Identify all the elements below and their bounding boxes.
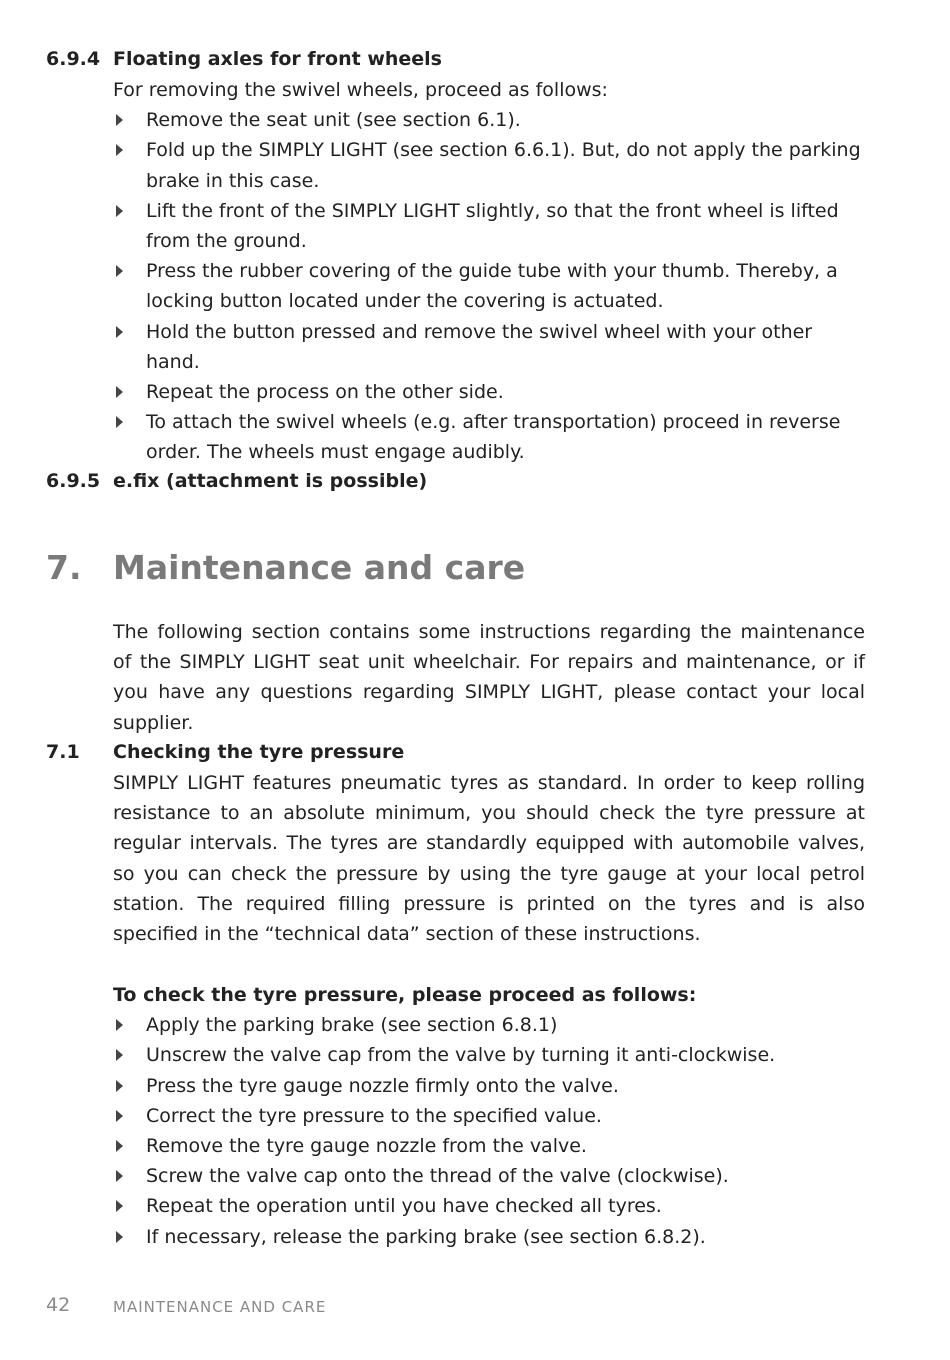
step-text: To attach the swivel wheels (e.g. after transportation) proceed in reverse order. The wheels must engage audibly. — [146, 411, 841, 464]
triangle-bullet-icon — [116, 1170, 123, 1182]
section-6-9-4-body — [113, 75, 865, 468]
section-number: 7.1 — [46, 741, 80, 763]
triangle-bullet-icon — [116, 144, 123, 156]
step-text: Repeat the process on the other side. — [146, 381, 504, 404]
triangle-bullet-icon — [116, 265, 123, 277]
step-text: If necessary, release the parking brake (see section 6.8.2). — [146, 1225, 706, 1248]
triangle-bullet-icon — [116, 114, 123, 126]
list-item — [113, 1040, 865, 1070]
step-list — [113, 105, 865, 467]
list-item — [113, 407, 865, 467]
section-7-1-paragraph: SIMPLY LIGHT features pneumatic tyres as standard. In order to keep rolling resistance to an absolute minimum, you should check the tyre pressure at regular intervals. The tyres are standardly equipped with automobile valves, so you can check the pressure by using the tyre gauge at your local petrol station. The required filling pressure is printed on the tyres and is also specified in the “technical data” section of these instructions. — [113, 772, 865, 946]
triangle-bullet-icon — [116, 205, 123, 217]
step-text: Unscrew the valve cap from the valve by turning it anti-clockwise. — [146, 1044, 776, 1067]
triangle-bullet-icon — [116, 416, 123, 428]
section-number: 6.9.4 — [46, 48, 101, 70]
step-text: Hold the button pressed and remove the swivel wheel with your other hand. — [146, 320, 813, 373]
list-item — [113, 256, 865, 316]
step-text: Press the rubber covering of the guide tube with your thumb. Thereby, a locking button located under the covering is actuated. — [146, 260, 838, 313]
list-item — [113, 1131, 865, 1161]
running-footer: MAINTENANCE AND CARE — [113, 1298, 327, 1316]
triangle-bullet-icon — [116, 1019, 123, 1031]
chapter-number: 7. — [46, 548, 82, 587]
list-item — [113, 1071, 865, 1101]
list-item — [113, 135, 865, 195]
list-item — [113, 377, 865, 407]
step-text: Remove the seat unit (see section 6.1). — [146, 109, 521, 132]
step-text: Repeat the operation until you have checked all tyres. — [146, 1195, 662, 1218]
section-heading: Checking the tyre pressure — [113, 741, 405, 763]
triangle-bullet-icon — [116, 1080, 123, 1092]
step-text: Screw the valve cap onto the thread of the valve (clockwise). — [146, 1165, 729, 1188]
step-text: Apply the parking brake (see section 6.8.1) — [146, 1014, 558, 1037]
step-text: Correct the tyre pressure to the specified value. — [146, 1104, 602, 1127]
triangle-bullet-icon — [116, 1200, 123, 1212]
section-number: 6.9.5 — [46, 470, 101, 492]
triangle-bullet-icon — [116, 326, 123, 338]
section-intro: For removing the swivel wheels, proceed as follows: — [113, 79, 608, 101]
list-item — [113, 1191, 865, 1221]
chapter-intro: The following section contains some instructions regarding the maintenance of the SIMPLY LIGHT seat unit wheelchair. For repairs and maintenance, or if you have any questions regarding SIMPLY LIGHT, please contact your local supplier. — [113, 621, 865, 734]
list-item — [113, 1010, 865, 1040]
list-item — [113, 196, 865, 256]
triangle-bullet-icon — [116, 1231, 123, 1243]
step-text: Lift the front of the SIMPLY LIGHT slightly, so that the front wheel is lifted from the ground. — [146, 199, 839, 253]
list-item — [113, 1222, 865, 1252]
triangle-bullet-icon — [116, 1110, 123, 1122]
procedure-heading: To check the tyre pressure, please proceed as follows: — [113, 984, 697, 1006]
page-number: 42 — [46, 1294, 71, 1316]
chapter-title: Maintenance and care — [113, 548, 526, 587]
section-heading: Floating axles for front wheels — [113, 48, 442, 70]
triangle-bullet-icon — [116, 386, 123, 398]
step-list — [113, 1010, 865, 1252]
triangle-bullet-icon — [116, 1049, 123, 1061]
step-text: Fold up the SIMPLY LIGHT (see section 6.6.1). But, do not apply the parking brake in this case. — [146, 139, 861, 192]
list-item — [113, 317, 865, 377]
step-text: Press the tyre gauge nozzle firmly onto the valve. — [146, 1074, 619, 1097]
triangle-bullet-icon — [116, 1140, 123, 1152]
list-item — [113, 1101, 865, 1131]
list-item — [113, 105, 865, 135]
procedure — [113, 980, 865, 1252]
step-text: Remove the tyre gauge nozzle from the valve. — [146, 1135, 587, 1158]
section-heading: e.fix (attachment is possible) — [113, 470, 428, 492]
list-item — [113, 1161, 865, 1191]
